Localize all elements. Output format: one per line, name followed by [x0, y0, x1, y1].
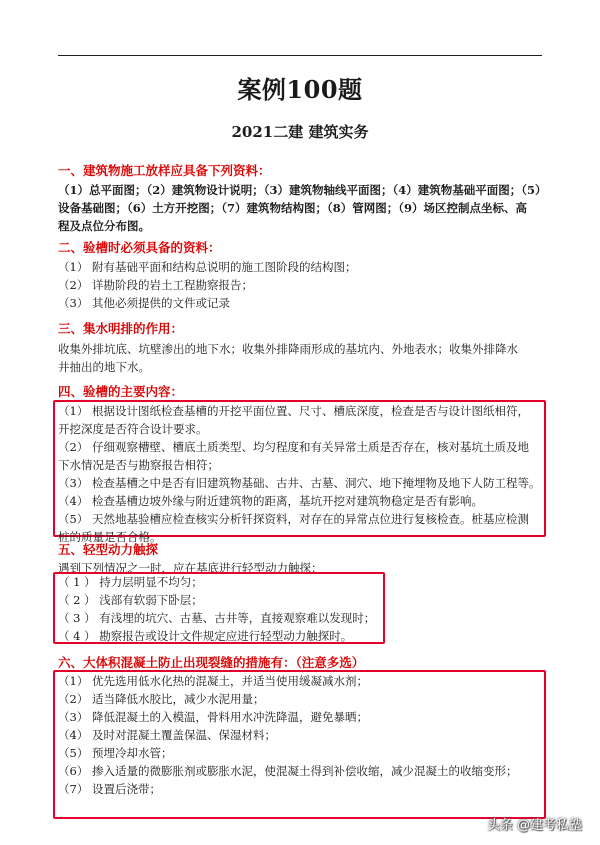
section-3: [58, 320, 542, 376]
section-4-line: 下水情况是否与勘察报告相符；: [58, 458, 219, 472]
section-2-item: （2） 详勘阶段的岩土工程勘察报告；: [58, 278, 253, 292]
watermark: 头条 @建考私塾: [486, 818, 582, 833]
section-5-item: （ 3 ） 有浅埋的坑穴、古墓、古井等，直接观察难以发现时；: [58, 611, 376, 625]
section-4-line: （4） 检查基槽边坡外缘与附近建筑物的距离，基坑开挖对建筑物稳定是否有影响。: [58, 494, 483, 508]
section-5-heading: 五、轻型动力触探: [58, 542, 159, 557]
section-1-line: （1）总平面图；（2）建筑物设计说明；（3）建筑物轴线平面图；（4）建筑物基础平面图；（5）: [58, 183, 547, 197]
section-3-line: 收集外排坑底、坑壁渗出的地下水；收集外排降雨形成的基坑内、外地表水；收集外排降水: [58, 342, 518, 356]
section-2-heading: 二、验槽时必须具备的资料：: [58, 240, 221, 255]
document-title: 案例100题: [237, 75, 363, 104]
section-4-body: [58, 402, 542, 546]
section-6-heading-text: 六、大体积混凝土防止出现裂缝的措施有：: [58, 655, 296, 670]
section-6-item: （4） 及时对混凝土覆盖保温、保湿材料；: [58, 728, 276, 742]
section-2-item: （1） 附有基础平面和结构总说明的施工图阶段的结构图；: [58, 260, 357, 274]
section-6-heading-note: （注意多选）: [295, 655, 365, 670]
section-1-line: 设备基础图；（6）土方开挖图；（7）建筑物结构图；（8）管网图；（9）场区控制点坐标、高: [58, 201, 528, 215]
section-4-line: 桩的质量是否合格。: [58, 530, 162, 544]
section-6-item: （3） 降低混凝土的入模温，骨料用水冲洗降温，避免暴晒；: [58, 710, 368, 724]
section-3-heading: 三、集水明排的作用：: [58, 321, 184, 336]
top-rule: [58, 55, 542, 56]
section-6-item: （6） 掺入适量的微膨胀剂或膨胀水泥，使混凝土得到补偿收缩，减少混凝土的收缩变形；: [58, 764, 518, 778]
section-6-item: （1） 优先选用低水化热的混凝土，并适当使用缓凝减水剂；: [58, 674, 368, 688]
section-6-item: （7） 设置后浇带；: [58, 782, 161, 796]
section-6-item: （2） 适当降低水胶比，减少水泥用量；: [58, 692, 265, 706]
document-subtitle: 2021二建 建筑实务: [231, 123, 369, 141]
section-5-item: （ 2 ） 浅部有软弱下卧层；: [58, 593, 203, 607]
section-1-heading: 一、建筑物施工放样应具备下列资料：: [58, 163, 271, 178]
section-3-line: 井抽出的地下水。: [58, 360, 150, 374]
section-2: [58, 239, 542, 312]
section-2-item: （3） 其他必须提供的文件或记录: [58, 296, 230, 310]
section-4-heading: 四、验槽的主要内容：: [58, 384, 184, 399]
section-4-line: （5） 天然地基验槽应检查核实分析钎探资料，对存在的异常点位进行复核检查。桩基应检测: [58, 512, 529, 526]
section-4-line: （3） 检查基槽之中是否有旧建筑物基础、古井、古墓、洞穴、地下掩埋物及地下人防工程等。: [58, 476, 541, 490]
section-5-item: （ 1 ） 持力层明显不均匀；: [58, 575, 203, 589]
section-6-body: [58, 672, 542, 798]
section-4-line: 开挖深度是否符合设计要求。: [58, 422, 208, 436]
section-6-item: （5） 预埋冷却水管；: [58, 746, 173, 760]
section-5-body: [58, 573, 542, 645]
section-5-intro: 遇到下列情况之一时，应在基底进行轻型动力触探：: [58, 561, 323, 575]
section-4-line: （2） 仔细观察槽壁、槽底土质类型、均匀程度和有关异常土质是否存在，核对基坑土质及地: [58, 440, 529, 454]
section-4-line: （1） 根据设计图纸检查基槽的开挖平面位置、尺寸、槽底深度，检查是否与设计图纸相符，: [58, 404, 529, 418]
section-4: [58, 383, 542, 401]
section-5-item: （ 4 ） 勘察报告或设计文件规定应进行轻型动力触探时。: [58, 629, 353, 643]
section-1: [58, 162, 547, 235]
section-1-line: 程及点位分布图。: [58, 219, 150, 233]
